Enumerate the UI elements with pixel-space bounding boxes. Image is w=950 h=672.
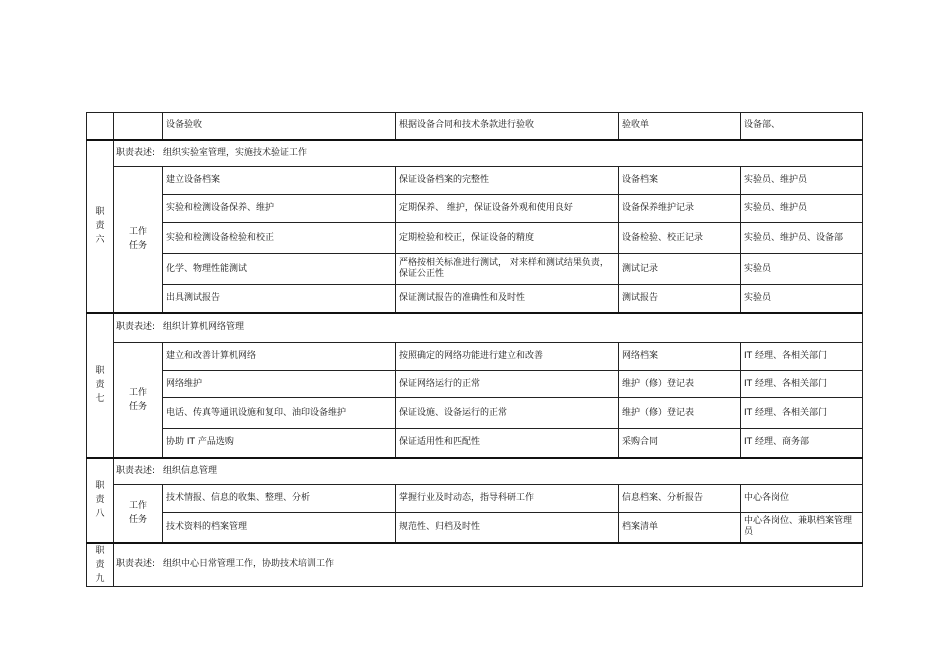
duty-description-text: 组织信息管理 [163, 465, 218, 476]
duty-table [86, 112, 863, 587]
task-item-cell: 实验和检测设备保养、维护 [163, 195, 396, 223]
duty-description [114, 543, 863, 587]
task-item-cell: 技术资料的档案管理 [163, 513, 396, 543]
record-cell: 设备检验、校正记录 [619, 223, 741, 254]
table-row [87, 371, 863, 398]
standard-cell: 保证适用性和匹配性 [396, 429, 619, 458]
duty-description [114, 458, 863, 485]
task-label-text: 工作任务 [128, 227, 147, 252]
task-label-cell [114, 485, 163, 543]
duty-heading-text: 职责六 [95, 207, 105, 245]
task-item-cell: 化学、物理性能测试 [163, 254, 396, 285]
table-row [87, 167, 863, 195]
standard-cell: 根据设备合同和技术条款进行验收 [396, 113, 619, 140]
standard-cell: 保证设施、设备运行的正常 [396, 398, 619, 429]
department-cell: 实验员、维护员、设备部 [741, 223, 863, 254]
standard-cell: 严格按相关标准进行测试， 对来样和测试结果负责，保证公正性 [396, 254, 619, 285]
duty-heading-text: 职责七 [95, 366, 105, 404]
record-cell: 信息档案、分析报告 [619, 485, 741, 513]
task-item-cell: 实验和检测设备检验和校正 [163, 223, 396, 254]
department-cell: IT 经理、商务部 [741, 429, 863, 458]
task-item-cell: 电话、传真等通讯设施和复印、油印设备维护 [163, 398, 396, 429]
record-cell: 档案清单 [619, 513, 741, 543]
duty-heading-text: 职责九 [95, 545, 105, 584]
task-item-cell: 建立和改善计算机网络 [163, 343, 396, 371]
table-row [87, 343, 863, 371]
table-row [87, 113, 863, 140]
standard-cell: 规范性、归档及时性 [396, 513, 619, 543]
record-cell: 采购合同 [619, 429, 741, 458]
table-row [87, 485, 863, 513]
standard-cell: 保证设备档案的完整性 [396, 167, 619, 195]
duty-description-row [87, 140, 863, 167]
duty-description-row [87, 458, 863, 485]
record-cell: 设备保养维护记录 [619, 195, 741, 223]
table-row [87, 513, 863, 543]
department-cell: IT 经理、各相关部门 [741, 371, 863, 398]
department-cell: 设备部、 [741, 113, 863, 140]
task-item-cell: 网络维护 [163, 371, 396, 398]
duty-heading [87, 313, 114, 458]
record-cell: 维护（修）登记表 [619, 398, 741, 429]
department-cell: 中心各岗位、兼职档案管理员 [741, 513, 863, 543]
duty-description-text: 组织实验室管理，实施技术验证工作 [163, 147, 308, 158]
standard-cell: 掌握行业及时动态，指导科研工作 [396, 485, 619, 513]
standard-cell: 定期保养、 维护，保证设备外观和使用良好 [396, 195, 619, 223]
task-item-cell: 建立设备档案 [163, 167, 396, 195]
task-item-cell: 协助 IT 产品选购 [163, 429, 396, 458]
department-cell: 实验员 [741, 254, 863, 285]
task-item-cell: 出具测试报告 [163, 285, 396, 313]
standard-cell: 按照确定的网络功能进行建立和改善 [396, 343, 619, 371]
department-cell: IT 经理、各相关部门 [741, 343, 863, 371]
department-cell: 中心各岗位 [741, 485, 863, 513]
record-cell: 网络档案 [619, 343, 741, 371]
task-label-cell [114, 343, 163, 458]
task-label-text: 工作任务 [128, 501, 147, 526]
duty-heading-text: 职责八 [95, 481, 105, 519]
duty-description-label: 职责表述: [116, 559, 156, 569]
standard-cell: 保证网络运行的正常 [396, 371, 619, 398]
duty-description-text: 组织中心日常管理工作，协助技术培训工作 [163, 559, 335, 569]
duty-description [114, 313, 863, 343]
table-row [87, 254, 863, 285]
task-item-cell: 技术情报、信息的收集、整理、分析 [163, 485, 396, 513]
department-cell: 实验员、维护员 [741, 167, 863, 195]
duty-description-label: 职责表述: [116, 465, 156, 476]
empty-cell [114, 113, 163, 140]
department-cell: 实验员、维护员 [741, 195, 863, 223]
record-cell: 设备档案 [619, 167, 741, 195]
table-row [87, 398, 863, 429]
empty-cell [87, 113, 114, 140]
table-row [87, 195, 863, 223]
table-row [87, 223, 863, 254]
table-row [87, 285, 863, 313]
duty-description-label: 职责表述: [116, 147, 156, 158]
duty-description-row [87, 313, 863, 343]
record-cell: 验收单 [619, 113, 741, 140]
task-label-cell [114, 167, 163, 313]
task-item-cell: 设备验收 [163, 113, 396, 140]
duty-description [114, 140, 863, 167]
department-cell: IT 经理、各相关部门 [741, 398, 863, 429]
record-cell: 维护（修）登记表 [619, 371, 741, 398]
record-cell: 测试记录 [619, 254, 741, 285]
task-label-text: 工作任务 [128, 387, 147, 412]
standard-cell: 保证测试报告的准确性和及时性 [396, 285, 619, 313]
record-cell: 测试报告 [619, 285, 741, 313]
duty-description-row [87, 543, 863, 587]
department-cell: 实验员 [741, 285, 863, 313]
duty-description-text: 组织计算机网络管理 [163, 322, 245, 333]
standard-cell: 定期检验和校正，保证设备的精度 [396, 223, 619, 254]
table-row [87, 429, 863, 458]
duty-description-label: 职责表述: [116, 322, 156, 333]
duty-heading [87, 543, 114, 587]
duty-heading [87, 458, 114, 543]
duty-heading [87, 140, 114, 313]
duty-table-body [87, 113, 863, 587]
